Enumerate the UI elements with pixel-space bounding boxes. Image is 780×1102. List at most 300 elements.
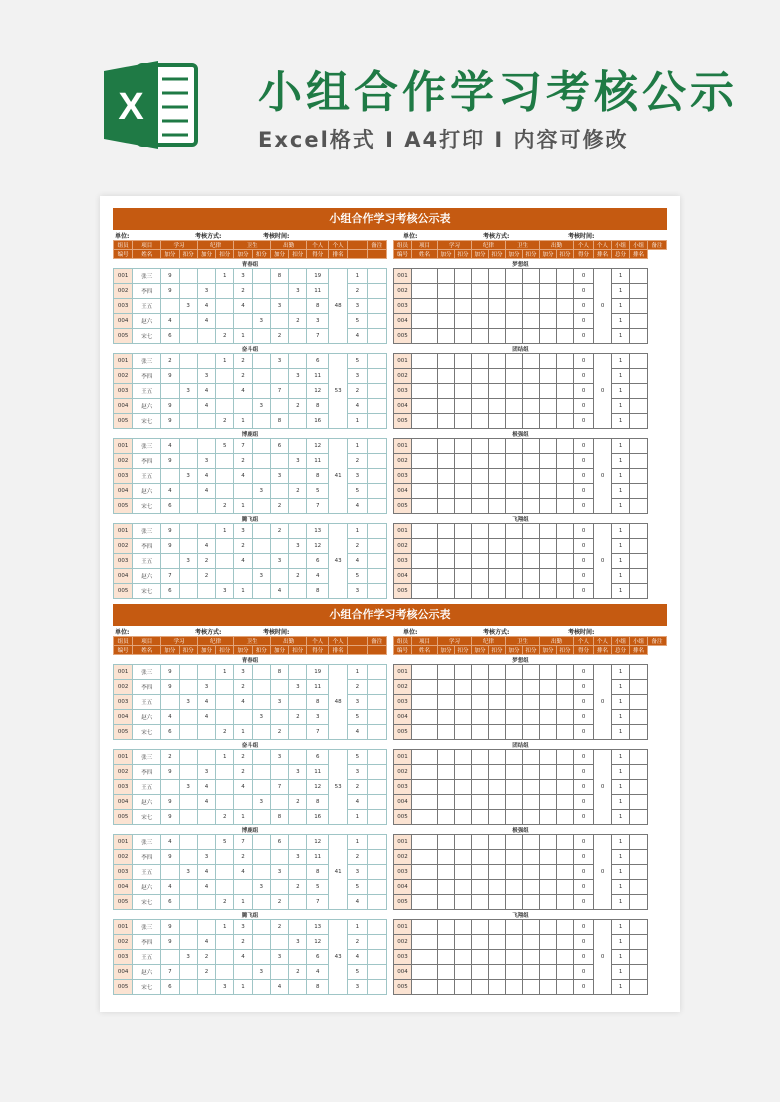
score-cell[interactable] [523, 950, 540, 965]
score-cell[interactable] [197, 835, 215, 850]
score-cell[interactable] [161, 865, 179, 880]
remark-cell[interactable] [367, 439, 386, 454]
score-cell[interactable]: 2 [289, 795, 307, 810]
score-cell[interactable]: 3 [216, 584, 234, 599]
score-cell[interactable]: 2 [216, 725, 234, 740]
personal-rank[interactable]: 1 [612, 314, 630, 329]
score-cell[interactable] [489, 299, 506, 314]
score-cell[interactable] [438, 850, 455, 865]
score-cell[interactable] [506, 524, 523, 539]
score-cell[interactable] [540, 554, 557, 569]
score-cell[interactable]: 3 [270, 695, 288, 710]
score-cell[interactable]: 1 [348, 524, 367, 539]
score-cell[interactable] [506, 765, 523, 780]
member-name[interactable]: 王五 [133, 695, 161, 710]
remark-cell[interactable] [367, 810, 386, 825]
personal-rank[interactable]: 1 [612, 454, 630, 469]
personal-rank[interactable]: 1 [612, 780, 630, 795]
score-cell[interactable]: 2 [348, 539, 367, 554]
score-cell[interactable]: 7 [307, 725, 328, 740]
member-id[interactable]: 002 [114, 284, 133, 299]
score-cell[interactable] [523, 484, 540, 499]
remark-cell[interactable] [367, 835, 386, 850]
score-cell[interactable] [455, 314, 472, 329]
member-id[interactable]: 004 [114, 484, 133, 499]
score-cell[interactable] [455, 399, 472, 414]
score-cell[interactable]: 4 [161, 484, 179, 499]
score-cell[interactable] [489, 454, 506, 469]
remark-cell[interactable] [630, 710, 648, 725]
remark-cell[interactable] [367, 524, 386, 539]
score-cell[interactable] [216, 469, 234, 484]
member-id[interactable]: 002 [394, 935, 412, 950]
score-cell[interactable] [252, 554, 270, 569]
score-cell[interactable] [252, 499, 270, 514]
score-cell[interactable]: 7 [234, 439, 252, 454]
score-cell[interactable] [540, 795, 557, 810]
score-cell[interactable] [472, 680, 489, 695]
score-cell[interactable] [455, 950, 472, 965]
member-name[interactable]: 王五 [133, 384, 161, 399]
personal-rank[interactable]: 1 [612, 484, 630, 499]
member-name[interactable]: 赵六 [133, 880, 161, 895]
score-cell[interactable] [270, 284, 288, 299]
remark-cell[interactable] [367, 569, 386, 584]
score-cell[interactable] [438, 524, 455, 539]
score-cell[interactable] [540, 750, 557, 765]
remark-cell[interactable] [367, 284, 386, 299]
remark-cell[interactable] [367, 750, 386, 765]
score-cell[interactable] [472, 414, 489, 429]
remark-cell[interactable] [630, 695, 648, 710]
score-cell[interactable] [216, 935, 234, 950]
score-cell[interactable] [455, 554, 472, 569]
score-cell[interactable] [506, 584, 523, 599]
remark-cell[interactable] [630, 880, 648, 895]
score-cell[interactable] [179, 314, 197, 329]
remark-cell[interactable] [367, 950, 386, 965]
personal-rank[interactable]: 1 [612, 569, 630, 584]
score-cell[interactable] [472, 439, 489, 454]
score-cell[interactable]: 1 [348, 269, 367, 284]
score-cell[interactable] [270, 880, 288, 895]
score-cell[interactable] [489, 680, 506, 695]
score-cell[interactable] [234, 710, 252, 725]
score-cell[interactable] [289, 665, 307, 680]
personal-rank[interactable]: 1 [612, 369, 630, 384]
score-cell[interactable] [472, 750, 489, 765]
score-cell[interactable] [472, 695, 489, 710]
score-cell[interactable]: 2 [289, 965, 307, 980]
score-cell[interactable]: 4 [348, 795, 367, 810]
score-cell[interactable] [179, 484, 197, 499]
score-cell[interactable] [472, 665, 489, 680]
score-cell[interactable]: 1 [216, 920, 234, 935]
score-cell[interactable] [438, 454, 455, 469]
score-cell[interactable] [472, 950, 489, 965]
score-cell[interactable] [161, 950, 179, 965]
remark-cell[interactable] [630, 329, 648, 344]
score-cell[interactable] [506, 329, 523, 344]
member-name[interactable]: 宋七 [133, 895, 161, 910]
score-cell[interactable]: 8 [307, 795, 328, 810]
remark-cell[interactable] [630, 554, 648, 569]
member-id[interactable]: 002 [394, 850, 412, 865]
score-cell[interactable] [523, 810, 540, 825]
score-cell[interactable] [197, 439, 215, 454]
score-cell[interactable] [540, 539, 557, 554]
score-cell[interactable] [438, 284, 455, 299]
score-cell[interactable] [289, 865, 307, 880]
score-cell[interactable] [252, 750, 270, 765]
score-cell[interactable] [252, 950, 270, 965]
score-cell[interactable] [506, 695, 523, 710]
member-id[interactable]: 004 [394, 710, 412, 725]
score-cell[interactable] [506, 569, 523, 584]
score-cell[interactable]: 3 [348, 765, 367, 780]
score-cell[interactable]: 4 [161, 314, 179, 329]
score-cell[interactable]: 3 [289, 284, 307, 299]
score-cell[interactable] [270, 710, 288, 725]
score-cell[interactable] [489, 725, 506, 740]
score-cell[interactable]: 3 [179, 384, 197, 399]
personal-score[interactable]: 0 [574, 554, 594, 569]
score-cell[interactable] [438, 980, 455, 995]
score-cell[interactable]: 6 [161, 980, 179, 995]
score-cell[interactable] [412, 484, 438, 499]
score-cell[interactable] [489, 354, 506, 369]
score-cell[interactable]: 3 [348, 695, 367, 710]
score-cell[interactable]: 3 [197, 680, 215, 695]
member-id[interactable]: 005 [394, 895, 412, 910]
score-cell[interactable] [216, 880, 234, 895]
score-cell[interactable]: 3 [234, 524, 252, 539]
score-cell[interactable] [523, 850, 540, 865]
score-cell[interactable]: 6 [307, 554, 328, 569]
personal-rank[interactable]: 1 [612, 865, 630, 880]
score-cell[interactable]: 3 [179, 299, 197, 314]
score-cell[interactable] [506, 680, 523, 695]
score-cell[interactable]: 3 [197, 284, 215, 299]
member-name[interactable]: 张三 [133, 750, 161, 765]
score-cell[interactable]: 2 [348, 454, 367, 469]
personal-rank[interactable]: 1 [612, 524, 630, 539]
score-cell[interactable] [216, 314, 234, 329]
score-cell[interactable]: 7 [307, 329, 328, 344]
remark-cell[interactable] [367, 680, 386, 695]
score-cell[interactable]: 5 [348, 880, 367, 895]
score-cell[interactable]: 6 [307, 354, 328, 369]
score-cell[interactable] [557, 499, 574, 514]
score-cell[interactable] [270, 454, 288, 469]
score-cell[interactable]: 2 [234, 765, 252, 780]
score-cell[interactable] [252, 299, 270, 314]
score-cell[interactable] [506, 554, 523, 569]
score-cell[interactable]: 1 [348, 920, 367, 935]
score-cell[interactable]: 4 [348, 554, 367, 569]
score-cell[interactable] [506, 810, 523, 825]
score-cell[interactable] [455, 695, 472, 710]
score-cell[interactable]: 6 [161, 584, 179, 599]
score-cell[interactable] [179, 965, 197, 980]
member-id[interactable]: 005 [114, 584, 133, 599]
personal-score[interactable]: 0 [574, 850, 594, 865]
member-id[interactable]: 002 [114, 765, 133, 780]
score-cell[interactable] [506, 835, 523, 850]
score-cell[interactable] [412, 499, 438, 514]
score-cell[interactable]: 4 [161, 835, 179, 850]
member-id[interactable]: 005 [394, 810, 412, 825]
score-cell[interactable]: 4 [197, 299, 215, 314]
score-cell[interactable]: 8 [307, 299, 328, 314]
score-cell[interactable] [472, 895, 489, 910]
personal-score[interactable]: 0 [574, 484, 594, 499]
score-cell[interactable]: 3 [197, 369, 215, 384]
score-cell[interactable] [472, 484, 489, 499]
score-cell[interactable] [557, 454, 574, 469]
personal-score[interactable]: 0 [574, 710, 594, 725]
score-cell[interactable] [412, 880, 438, 895]
score-cell[interactable] [289, 750, 307, 765]
score-cell[interactable] [455, 750, 472, 765]
score-cell[interactable] [557, 299, 574, 314]
personal-rank[interactable]: 1 [612, 750, 630, 765]
member-name[interactable]: 赵六 [133, 795, 161, 810]
score-cell[interactable] [523, 354, 540, 369]
personal-score[interactable]: 0 [574, 750, 594, 765]
member-id[interactable]: 003 [394, 384, 412, 399]
score-cell[interactable]: 1 [216, 750, 234, 765]
score-cell[interactable] [270, 399, 288, 414]
score-cell[interactable] [506, 284, 523, 299]
score-cell[interactable] [489, 469, 506, 484]
score-cell[interactable]: 8 [270, 665, 288, 680]
remark-cell[interactable] [630, 895, 648, 910]
score-cell[interactable] [412, 469, 438, 484]
score-cell[interactable] [523, 399, 540, 414]
score-cell[interactable] [455, 665, 472, 680]
score-cell[interactable] [412, 980, 438, 995]
score-cell[interactable] [179, 680, 197, 695]
score-cell[interactable] [412, 554, 438, 569]
score-cell[interactable] [557, 414, 574, 429]
remark-cell[interactable] [630, 835, 648, 850]
score-cell[interactable]: 5 [216, 439, 234, 454]
score-cell[interactable] [506, 665, 523, 680]
remark-cell[interactable] [630, 369, 648, 384]
personal-score[interactable]: 0 [574, 469, 594, 484]
member-id[interactable]: 005 [394, 725, 412, 740]
score-cell[interactable]: 2 [348, 935, 367, 950]
score-cell[interactable] [472, 980, 489, 995]
personal-score[interactable]: 0 [574, 920, 594, 935]
score-cell[interactable] [455, 539, 472, 554]
score-cell[interactable] [455, 850, 472, 865]
score-cell[interactable]: 4 [234, 384, 252, 399]
score-cell[interactable] [506, 935, 523, 950]
score-cell[interactable]: 7 [307, 895, 328, 910]
score-cell[interactable] [412, 454, 438, 469]
score-cell[interactable]: 9 [161, 935, 179, 950]
score-cell[interactable] [438, 399, 455, 414]
remark-cell[interactable] [367, 965, 386, 980]
score-cell[interactable] [455, 384, 472, 399]
score-cell[interactable] [472, 269, 489, 284]
member-id[interactable]: 001 [114, 835, 133, 850]
score-cell[interactable] [455, 865, 472, 880]
member-id[interactable]: 002 [394, 284, 412, 299]
score-cell[interactable] [270, 314, 288, 329]
score-cell[interactable] [557, 569, 574, 584]
score-cell[interactable]: 3 [289, 369, 307, 384]
member-name[interactable]: 张三 [133, 269, 161, 284]
score-cell[interactable] [540, 780, 557, 795]
score-cell[interactable] [438, 269, 455, 284]
score-cell[interactable]: 12 [307, 835, 328, 850]
member-name[interactable]: 李四 [133, 369, 161, 384]
member-id[interactable]: 005 [394, 499, 412, 514]
personal-score[interactable]: 0 [574, 935, 594, 950]
score-cell[interactable]: 3 [179, 780, 197, 795]
score-cell[interactable] [412, 680, 438, 695]
personal-rank[interactable]: 1 [612, 469, 630, 484]
score-cell[interactable]: 2 [216, 414, 234, 429]
remark-cell[interactable] [630, 354, 648, 369]
score-cell[interactable]: 3 [307, 710, 328, 725]
score-cell[interactable] [506, 725, 523, 740]
score-cell[interactable]: 2 [161, 750, 179, 765]
score-cell[interactable]: 3 [270, 865, 288, 880]
score-cell[interactable]: 3 [197, 454, 215, 469]
score-cell[interactable]: 6 [270, 835, 288, 850]
score-cell[interactable] [455, 569, 472, 584]
score-cell[interactable]: 9 [161, 454, 179, 469]
personal-score[interactable]: 0 [574, 329, 594, 344]
personal-score[interactable]: 0 [574, 725, 594, 740]
score-cell[interactable]: 6 [161, 725, 179, 740]
score-cell[interactable]: 5 [307, 484, 328, 499]
score-cell[interactable] [489, 920, 506, 935]
score-cell[interactable] [412, 710, 438, 725]
score-cell[interactable] [179, 710, 197, 725]
personal-rank[interactable]: 1 [612, 810, 630, 825]
member-id[interactable]: 002 [394, 369, 412, 384]
score-cell[interactable] [216, 454, 234, 469]
score-cell[interactable] [179, 524, 197, 539]
score-cell[interactable] [472, 780, 489, 795]
score-cell[interactable] [472, 569, 489, 584]
member-id[interactable]: 001 [394, 439, 412, 454]
score-cell[interactable] [438, 384, 455, 399]
score-cell[interactable] [252, 665, 270, 680]
remark-cell[interactable] [367, 384, 386, 399]
score-cell[interactable] [523, 980, 540, 995]
score-cell[interactable] [540, 454, 557, 469]
personal-score[interactable]: 0 [574, 810, 594, 825]
score-cell[interactable]: 5 [348, 710, 367, 725]
score-cell[interactable]: 5 [348, 965, 367, 980]
score-cell[interactable] [472, 314, 489, 329]
score-cell[interactable]: 3 [348, 865, 367, 880]
score-cell[interactable] [270, 484, 288, 499]
score-cell[interactable]: 13 [307, 920, 328, 935]
score-cell[interactable] [455, 584, 472, 599]
score-cell[interactable] [455, 795, 472, 810]
score-cell[interactable] [216, 710, 234, 725]
score-cell[interactable]: 2 [197, 965, 215, 980]
score-cell[interactable]: 1 [348, 439, 367, 454]
personal-rank[interactable]: 1 [612, 539, 630, 554]
score-cell[interactable]: 4 [348, 499, 367, 514]
member-id[interactable]: 003 [394, 865, 412, 880]
score-cell[interactable]: 2 [289, 399, 307, 414]
score-cell[interactable] [523, 539, 540, 554]
score-cell[interactable] [179, 399, 197, 414]
remark-cell[interactable] [630, 750, 648, 765]
remark-cell[interactable] [630, 765, 648, 780]
remark-cell[interactable] [367, 850, 386, 865]
member-name[interactable]: 王五 [133, 469, 161, 484]
score-cell[interactable] [216, 950, 234, 965]
member-name[interactable]: 王五 [133, 865, 161, 880]
score-cell[interactable] [289, 725, 307, 740]
score-cell[interactable]: 4 [307, 569, 328, 584]
score-cell[interactable] [523, 935, 540, 950]
score-cell[interactable]: 11 [307, 680, 328, 695]
score-cell[interactable] [289, 384, 307, 399]
personal-rank[interactable]: 1 [612, 710, 630, 725]
score-cell[interactable] [523, 499, 540, 514]
personal-rank[interactable]: 1 [612, 299, 630, 314]
score-cell[interactable] [197, 920, 215, 935]
score-cell[interactable] [252, 895, 270, 910]
score-cell[interactable]: 3 [252, 795, 270, 810]
score-cell[interactable]: 8 [307, 980, 328, 995]
member-id[interactable]: 004 [394, 795, 412, 810]
score-cell[interactable]: 12 [307, 780, 328, 795]
score-cell[interactable] [472, 710, 489, 725]
personal-rank[interactable]: 1 [612, 584, 630, 599]
score-cell[interactable] [270, 795, 288, 810]
score-cell[interactable] [179, 414, 197, 429]
score-cell[interactable] [179, 584, 197, 599]
score-cell[interactable] [489, 980, 506, 995]
score-cell[interactable] [489, 369, 506, 384]
remark-cell[interactable] [630, 569, 648, 584]
score-cell[interactable] [252, 284, 270, 299]
score-cell[interactable] [438, 810, 455, 825]
score-cell[interactable] [270, 935, 288, 950]
personal-rank[interactable]: 1 [612, 665, 630, 680]
score-cell[interactable] [489, 810, 506, 825]
remark-cell[interactable] [630, 980, 648, 995]
score-cell[interactable]: 7 [234, 835, 252, 850]
score-cell[interactable] [557, 539, 574, 554]
score-cell[interactable] [489, 935, 506, 950]
score-cell[interactable]: 11 [307, 369, 328, 384]
score-cell[interactable]: 13 [307, 524, 328, 539]
personal-score[interactable]: 0 [574, 414, 594, 429]
score-cell[interactable] [179, 750, 197, 765]
remark-cell[interactable] [367, 880, 386, 895]
score-cell[interactable]: 3 [179, 695, 197, 710]
score-cell[interactable] [557, 680, 574, 695]
score-cell[interactable] [438, 414, 455, 429]
score-cell[interactable] [523, 665, 540, 680]
score-cell[interactable] [489, 284, 506, 299]
score-cell[interactable] [557, 284, 574, 299]
score-cell[interactable] [540, 850, 557, 865]
